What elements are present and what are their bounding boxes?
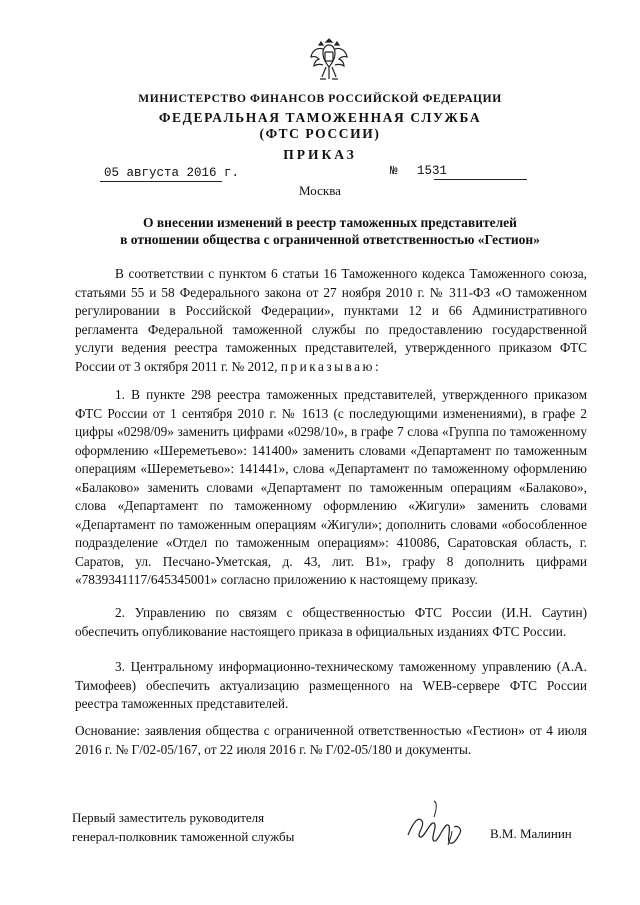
order-item-2 [75,604,587,641]
intro-text: В соответствии с пунктом 6 статьи 16 Таможенного кодекса Таможенного союза, статьями 55 и 58 Федерального закона от 27 ноября 2010 г. № 311-ФЗ «О таможенном регулировании в Российской Федерации», пунктами 12 и 66 Административного регламента Федеральной таможенной службы по предоставлению государственной услуги ведения реестра таможенных представителей, утвержденного приказом ФТС России от 3 октября 2011 г. № 2012, [75,266,587,374]
order-number [390,164,447,178]
number-label: № [390,164,398,178]
position-line-1: Первый заместитель руководителя [72,810,265,825]
order-item-3 [75,658,587,714]
number-value: 1531 [417,164,448,178]
order-date: 05 августа 2016 г. [104,166,240,180]
title-line-1: О внесении изменений в реестр таможенных представителей [143,215,517,230]
number-underline [434,179,527,180]
orders-word: приказываю: [280,358,382,374]
service-name: ФЕДЕРАЛЬНАЯ ТАМОЖЕННАЯ СЛУЖБА [158,110,482,125]
item-2-text: 2. Управлению по связям с общественностью ФТС России (И.Н. Саутин) обеспечить опубликование настоящего приказа в официальных изданиях ФТС России. [75,605,587,639]
order-intro [75,265,587,376]
order-item-1 [75,386,587,590]
item-3-text: 3. Центральному информационно-техническому таможенному управлению (А.А. Тимофеев) обеспечить актуализацию размещенного на WEB-сервере ФТС России реестра таможенных представителей. [75,659,587,711]
signatory-name: В.М. Малинин [490,826,572,841]
signatory-position [72,808,294,846]
title-line-2: в отношении общества с ограниченной ответственностью «Гестион» [120,232,540,247]
item-1-text: 1. В пункте 298 реестра таможенных представителей, утвержденного приказом ФТС России от 1 сентября 2010 г. № 1613 (с последующими изменениями), в графе 2 цифры «0298/09» заменить цифрами «0298/10», в графе 7 слова «Группа по таможенному оформлению «Шереметьево»: 141400» заменить словами «Департамент по таможенным операциям «Шереметьево»: 141441», слова «Департамент по таможенному оформлению «Балаково» заменить словами «Департамент по таможенным операциям «Балаково», слова «Департамент по таможенному оформлению «Жигули» заменить словами «Департамент по таможенным операциям «Жигули»; дополнить словами «обособленное подразделение «Отдел по таможенным операциям»: 410086, Саратовская область, г. Саратов, ул. Песчано-Уметская, д. 43, лит. В1», графу 8 дополнить цифрами «7839341117/645345001» согласно приложению к настоящему приказу. [75,387,587,587]
order-basis [75,722,587,759]
service-short-name: (ФТС РОССИИ) [259,126,381,141]
handwritten-signature [400,795,480,855]
russian-coat-of-arms-icon [308,35,350,85]
position-line-2: генерал-полковник таможенной службы [72,829,295,844]
ministry-name: МИНИСТЕРСТВО ФИНАНСОВ РОССИЙСКОЙ ФЕДЕРАЦИИ [138,93,502,105]
basis-text: Основание: заявления общества с ограниченной ответственностью «Гестион» от 4 июля 2016 г. № Г/02-05/167, от 22 июля 2016 г. № Г/02-05/180 и документы. [75,723,587,757]
city: Москва [299,183,341,198]
date-underline [100,181,222,182]
document-type: ПРИКАЗ [283,147,357,162]
